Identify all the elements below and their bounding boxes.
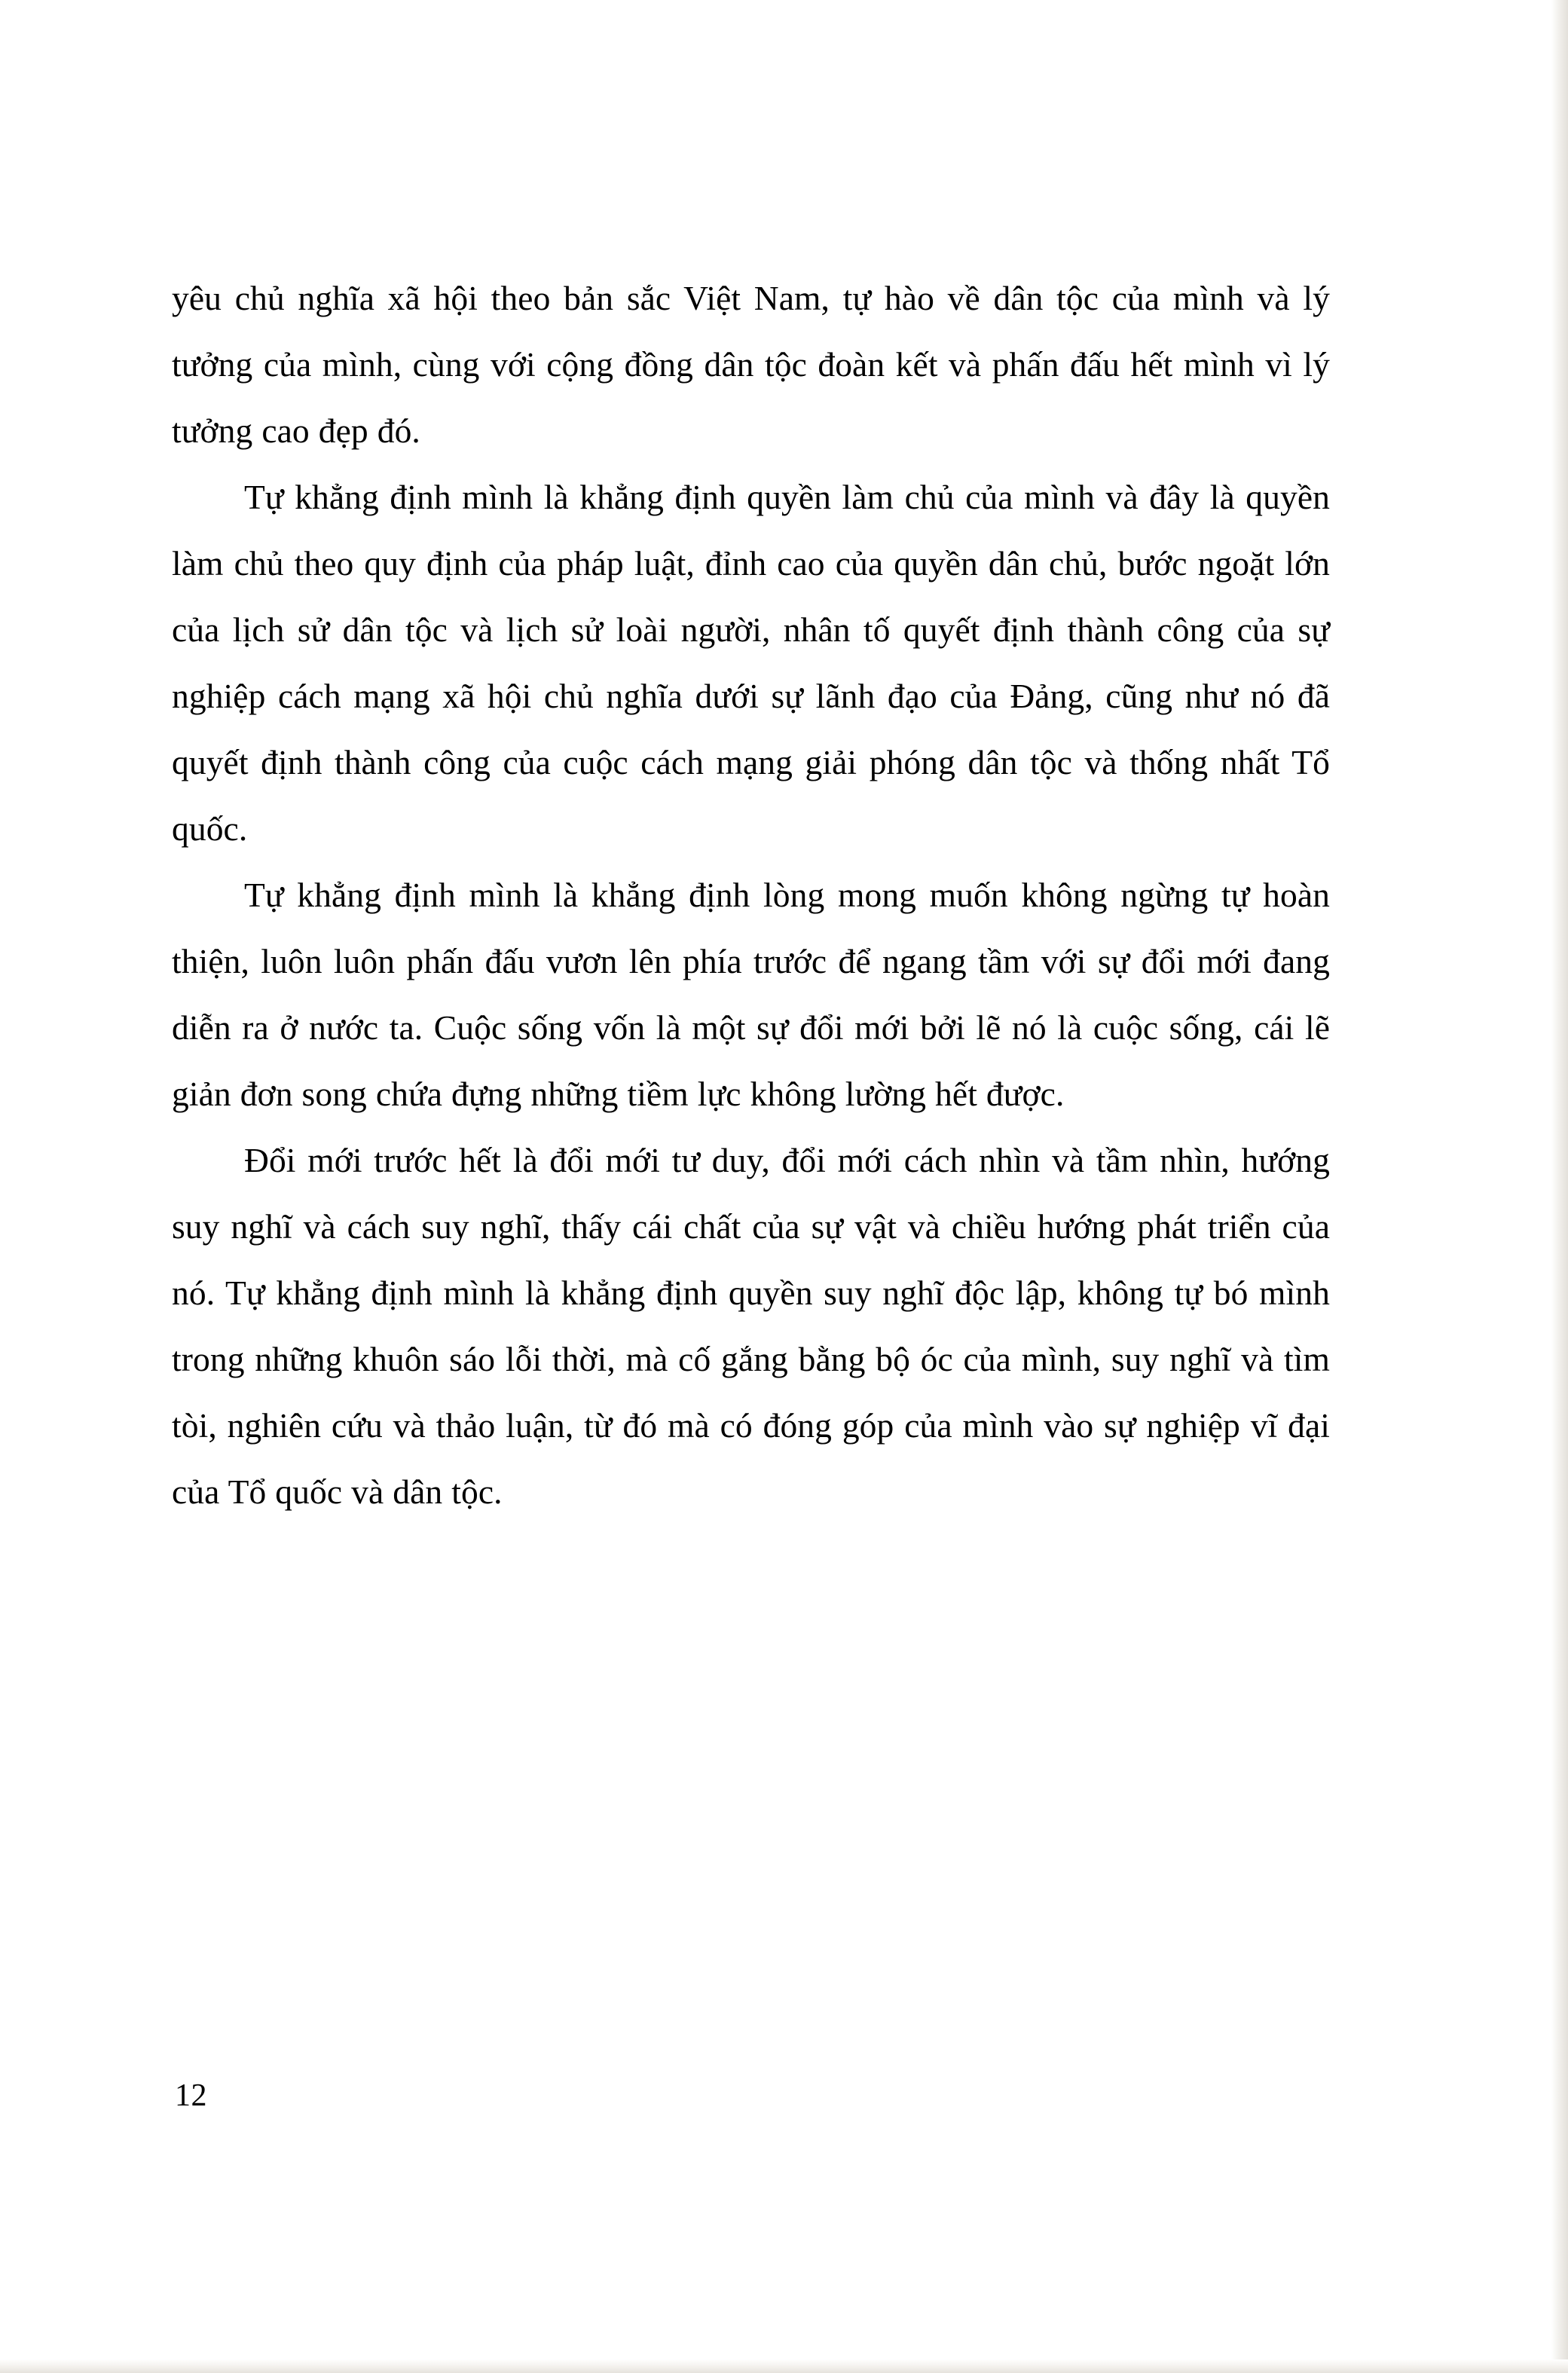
paragraph-2: Tự khẳng định mình là khẳng định quyền làm chủ của mình và đây là quyền làm chủ theo quy định của pháp luật, đỉnh cao của quyền dân chủ, bước ngoặt lớn của lịch sử dân tộc và lịch sử loài người, nhân tố quyết định thành công của sự nghiệp cách mạng xã hội chủ nghĩa dưới sự lãnh đạo của Đảng, cũng như nó đã quyết định thành công của cuộc cách mạng giải phóng dân tộc và thống nhất Tổ quốc. <box>172 478 1330 848</box>
paragraph-4: Đổi mới trước hết là đổi mới tư duy, đổi mới cách nhìn và tầm nhìn, hướng suy nghĩ và cách suy nghĩ, thấy cái chất của sự vật và chiều hướng phát triển của nó. Tự khẳng định mình là khẳng định quyền suy nghĩ độc lập, không tự bó mình trong những khuôn sáo lỗi thời, mà cố gắng bằng bộ óc của mình, suy nghĩ và tìm tòi, nghiên cứu và thảo luận, từ đó mà có đóng góp của mình vào sự nghiệp vĩ đại của Tổ quốc và dân tộc. <box>172 1141 1330 1511</box>
page-edge-shadow-bottom <box>0 2359 1568 2373</box>
page-number: 12 <box>175 2078 207 2113</box>
page-edge-shadow-right <box>1551 0 1568 2373</box>
page-body-text <box>172 265 1330 1525</box>
paragraph-1: yêu chủ nghĩa xã hội theo bản sắc Việt Nam, tự hào về dân tộc của mình và lý tưởng của mình, cùng với cộng đồng dân tộc đoàn kết và phấn đấu hết mình vì lý tưởng cao đẹp đó. <box>172 279 1330 450</box>
paragraph-3: Tự khẳng định mình là khẳng định lòng mong muốn không ngừng tự hoàn thiện, luôn luôn phấn đấu vươn lên phía trước để ngang tầm với sự đổi mới đang diễn ra ở nước ta. Cuộc sống vốn là một sự đổi mới bởi lẽ nó là cuộc sống, cái lẽ giản đơn song chứa đựng những tiềm lực không lường hết được. <box>172 876 1330 1113</box>
